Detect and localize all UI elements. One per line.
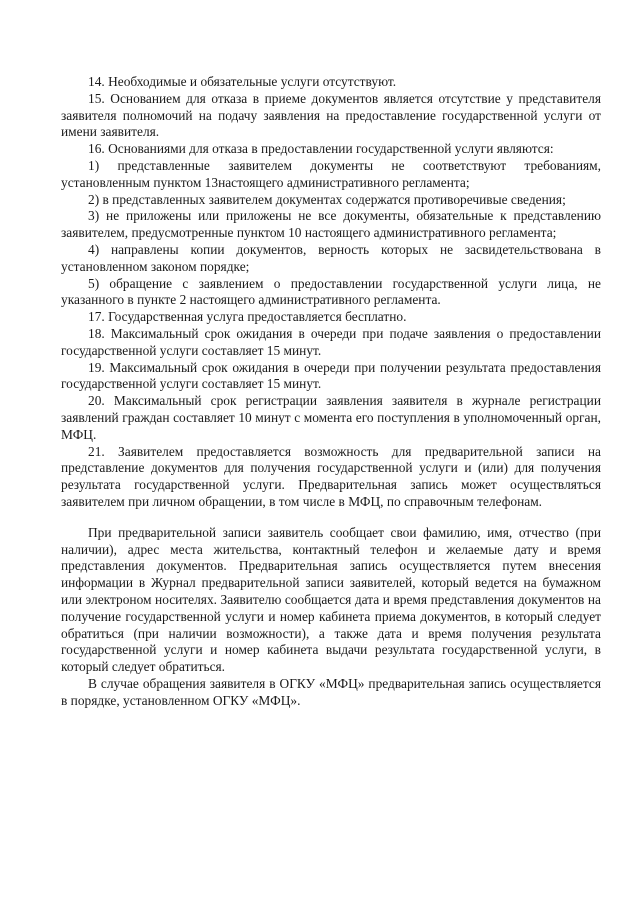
list-item-3: 3) не приложены или приложены не все документы, обязательные к представлению заявителем, предусмотренные пунктом 10 настоящего административного регламента; bbox=[61, 208, 601, 241]
paragraph-19: 19. Максимальный срок ожидания в очереди при получении результата предоставления государственной услуги составляет 15 минут. bbox=[61, 359, 601, 392]
paragraph-16: 16. Основаниями для отказа в предоставлении государственной услуги являются: bbox=[88, 141, 554, 157]
list-item-2: 2) в представленных заявителем документах содержатся противоречивые сведения; bbox=[88, 191, 566, 207]
list-item-5: 5) обращение с заявлением о предоставлении государственной услуги лица, не указанного в пункте 2 настоящего административного регламента. bbox=[61, 275, 601, 308]
paragraph-preregistration: При предварительной записи заявитель сообщает свои фамилию, имя, отчество (при наличии), адрес места жительства, контактный телефон и желаемые дату и время представления документов. Предварительная запись осуществляется путем внесения информации в Журнал предварительной записи заявителей, который ведется на бумажном или электроном носителях. Заявителю сообщается дата и время представления документов на получение государственной услуги и номер кабинета приема документов, в который следует обратиться (при наличии возможности), а также дата и время получения результата государственной услуги и номер кабинета выдачи результата государственной услуги, в который следует обратиться. bbox=[61, 524, 601, 675]
paragraph-17: 17. Государственная услуга предоставляется бесплатно. bbox=[88, 309, 407, 325]
list-item-4: 4) направлены копии документов, верность которых не засвидетельствована в установленном законом порядке; bbox=[61, 241, 601, 274]
paragraph-15: 15. Основанием для отказа в приеме документов является отсутствие у представителя заявителя полномочий на подачу заявления на предоставление государственной услуги от имени заявителя. bbox=[61, 90, 601, 140]
document-body bbox=[61, 74, 601, 709]
paragraph-ogku-mfc: В случае обращения заявителя в ОГКУ «МФЦ» предварительная запись осуществляется в порядке, установленном ОГКУ «МФЦ». bbox=[61, 675, 601, 708]
paragraph-18: 18. Максимальный срок ожидания в очереди при подаче заявления о предоставлении государственной услуги составляет 15 минут. bbox=[61, 325, 601, 358]
paragraph-21: 21. Заявителем предоставляется возможность для предварительной записи на представление документов для получения государственной услуги и (или) для получения результата государственной услуги. Предварительная запись может осуществляться заявителем при личном обращении, в том числе в МФЦ, по справочным телефонам. bbox=[61, 443, 601, 509]
paragraph-20: 20. Максимальный срок регистрации заявления заявителя в журнале регистрации заявлений граждан составляет 10 минут с момента его поступления в уполномоченный орган, МФЦ. bbox=[61, 393, 601, 442]
paragraph-14: 14. Необходимые и обязательные услуги отсутствуют. bbox=[88, 74, 397, 89]
list-item-1: 1) представленные заявителем документы не соответствуют требованиям, установленным пунктом 13настоящего административного регламента; bbox=[61, 157, 601, 190]
